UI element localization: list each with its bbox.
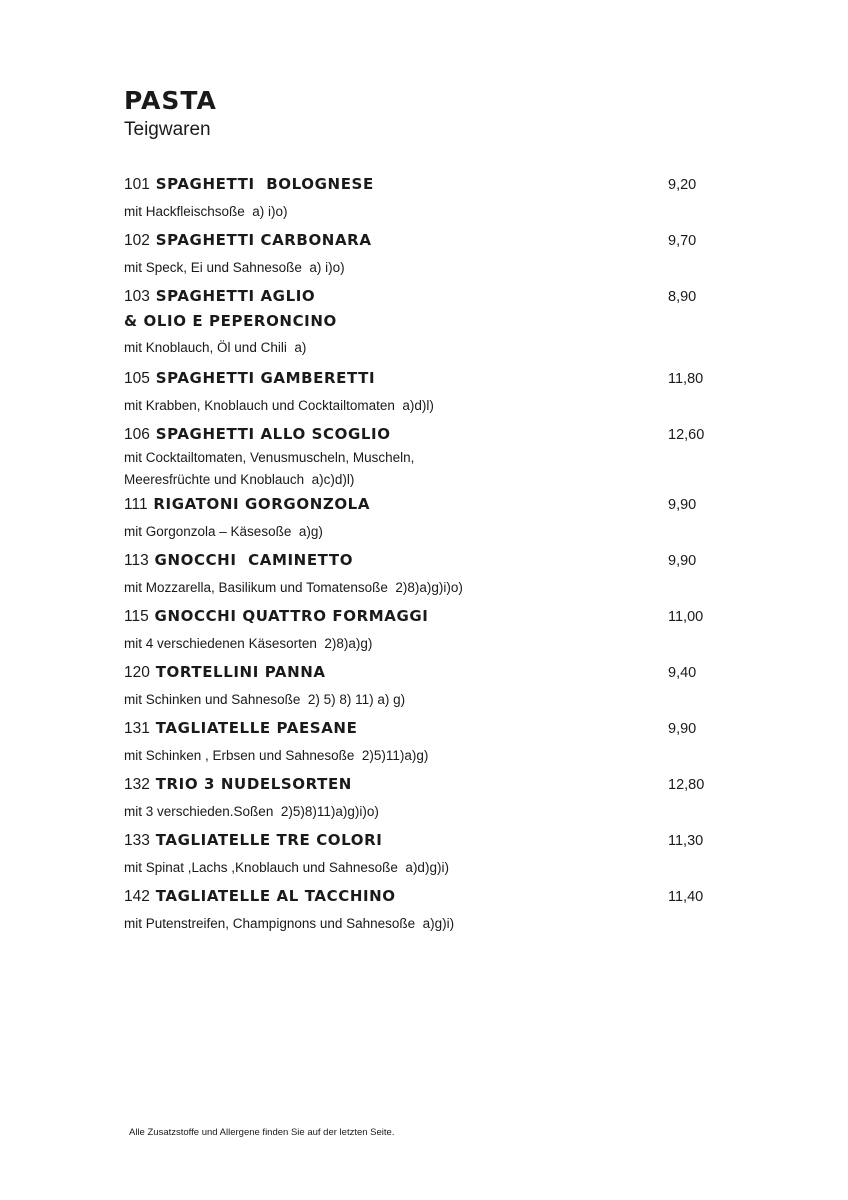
menu-item-title <box>124 884 724 909</box>
menu-item-price: 9,20 <box>668 177 697 193</box>
menu-item-name: SPAGHETTI ALLO SCOGLIO <box>155 425 391 443</box>
menu-item-title <box>124 422 724 447</box>
menu-item-description: mit Gorgonzola – Käsesoße a)g) <box>124 524 323 539</box>
menu-item-price: 9,90 <box>668 721 697 737</box>
menu-item-name: SPAGHETTI AGLIO <box>155 287 316 305</box>
menu-item-description: mit Cocktailtomaten, Venusmuscheln, Muscheln, <box>124 450 415 465</box>
menu-item-number: 105 <box>124 370 150 387</box>
menu-item-price: 11,40 <box>668 889 704 905</box>
section-heading <box>124 86 217 142</box>
menu-item-name: TRIO 3 NUDELSORTEN <box>155 775 352 793</box>
menu-item-number: 120 <box>124 664 150 681</box>
menu-item-name-continued: & OLIO E PEPERONCINO <box>124 312 337 330</box>
menu-item-name: RIGATONI GORGONZOLA <box>153 495 371 513</box>
menu-item-name: TORTELLINI PANNA <box>155 663 326 681</box>
menu-item-number: 102 <box>124 232 150 249</box>
menu-item-price: 12,80 <box>668 777 705 793</box>
menu-item-number: 103 <box>124 288 150 305</box>
section-subtitle: Teigwaren <box>124 119 211 140</box>
menu-item-description: mit Mozzarella, Basilikum und Tomatensoße 2)8)a)g)i)o) <box>124 580 463 595</box>
menu-item-description: mit Hackfleischsoße a) i)o) <box>124 204 288 219</box>
menu-item <box>124 660 724 711</box>
menu-item <box>124 772 724 823</box>
menu-item-title <box>124 284 724 309</box>
menu-item-description: mit 4 verschiedenen Käsesorten 2)8)a)g) <box>124 636 373 651</box>
menu-item-number: 115 <box>124 608 149 625</box>
menu-item-price: 9,90 <box>668 497 697 513</box>
menu-item <box>124 548 724 599</box>
section-title: PASTA <box>124 86 217 115</box>
menu-item-name: TAGLIATELLE AL TACCHINO <box>155 887 396 905</box>
menu-item-title <box>124 228 724 253</box>
menu-item-title <box>124 828 724 853</box>
menu-item <box>124 492 724 543</box>
menu-item-price: 12,60 <box>668 427 705 443</box>
menu-item-price: 11,80 <box>668 371 704 387</box>
menu-item <box>124 366 724 417</box>
menu-item-title <box>124 492 724 517</box>
menu-item-title <box>124 548 724 573</box>
menu-item-price: 9,40 <box>668 665 697 681</box>
menu-item-price: 11,30 <box>668 833 704 849</box>
menu-item-name: SPAGHETTI GAMBERETTI <box>155 369 376 387</box>
menu-item-description: mit 3 verschieden.Soßen 2)5)8)11)a)g)i)o) <box>124 804 379 819</box>
menu-item-description: mit Speck, Ei und Sahnesoße a) i)o) <box>124 260 345 275</box>
menu-item-number: 101 <box>124 176 150 193</box>
menu-item-description: mit Schinken und Sahnesoße 2) 5) 8) 11) a) g) <box>124 692 406 707</box>
menu-item-price: 9,90 <box>668 553 697 569</box>
menu-item <box>124 172 724 223</box>
menu-item-title <box>124 172 724 197</box>
menu-item-title <box>124 716 724 741</box>
allergen-footnote: Alle Zusatzstoffe und Allergene finden Sie auf der letzten Seite. <box>129 1127 395 1138</box>
menu-item <box>124 604 724 655</box>
menu-item-description: mit Spinat ,Lachs ,Knoblauch und Sahnesoße a)d)g)i) <box>124 860 449 875</box>
menu-item-description: mit Krabben, Knoblauch und Cocktailtomaten a)d)l) <box>124 398 434 413</box>
menu-item-price: 9,70 <box>668 233 697 249</box>
menu-item <box>124 884 724 935</box>
menu-item-number: 106 <box>124 426 150 443</box>
menu-item-price: 11,00 <box>668 609 704 625</box>
menu-item-name: TAGLIATELLE PAESANE <box>155 719 358 737</box>
menu-item-number: 111 <box>124 496 148 513</box>
menu-item-number: 113 <box>124 552 149 569</box>
menu-item-name: TAGLIATELLE TRE COLORI <box>155 831 383 849</box>
menu-item-description: mit Schinken , Erbsen und Sahnesoße 2)5)11)a)g) <box>124 748 429 763</box>
menu-item-price: 8,90 <box>668 289 697 305</box>
menu-item-description: Meeresfrüchte und Knoblauch a)c)d)l) <box>124 472 355 487</box>
menu-item-title <box>124 604 724 629</box>
menu-item-number: 142 <box>124 888 150 905</box>
menu-item-description: mit Putenstreifen, Champignons und Sahnesoße a)g)i) <box>124 916 455 931</box>
menu-item-name: GNOCCHI QUATTRO FORMAGGI <box>154 607 429 625</box>
menu-item <box>124 228 724 279</box>
menu-item-number: 133 <box>124 832 150 849</box>
menu-item-number: 132 <box>124 776 150 793</box>
menu-item-name: SPAGHETTI BOLOGNESE <box>155 175 374 193</box>
menu-item <box>124 284 724 359</box>
menu-item-name: SPAGHETTI CARBONARA <box>155 231 372 249</box>
menu-item <box>124 422 724 491</box>
menu-item <box>124 828 724 879</box>
menu-item-title <box>124 366 724 391</box>
menu-item-title <box>124 772 724 797</box>
menu-item-title <box>124 660 724 685</box>
menu-item-number: 131 <box>124 720 150 737</box>
menu-item-description: mit Knoblauch, Öl und Chili a) <box>124 340 307 355</box>
menu-item <box>124 716 724 767</box>
menu-item-name: GNOCCHI CAMINETTO <box>154 551 354 569</box>
